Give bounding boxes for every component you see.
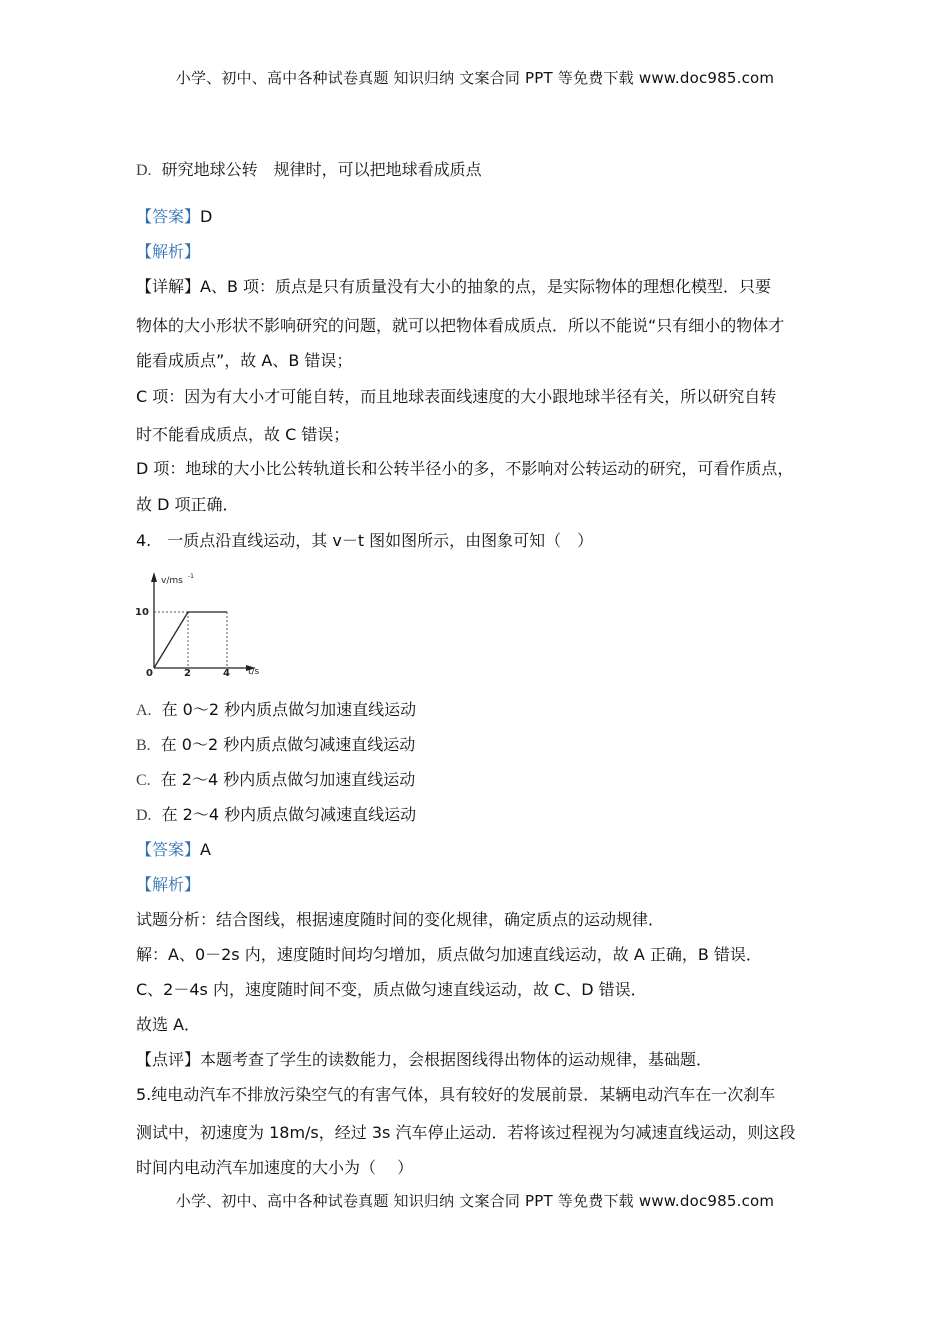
x-tick-4: 4 <box>223 668 230 678</box>
option-letter: D. <box>136 162 152 179</box>
answer-label: 【答案】 <box>136 840 201 859</box>
q3-detail-line: 时不能看成质点，故 C 错误； <box>136 425 350 444</box>
q4-option-a: A. 在 0～2 秒内质点做匀加速直线运动 <box>136 700 417 719</box>
q4-analysis-label: 【解析】 <box>136 875 201 894</box>
option-text: 研究地球公转 规律时，可以把地球看成质点 <box>161 160 482 179</box>
q3-detail-line: D 项：地球的大小比公转轨道长和公转半径小的多，不影响对公转运动的研究，可看作质点， <box>136 459 794 478</box>
comment-text: 本题考查了学生的读数能力，会根据图线得出物体的运动规律，基础题． <box>200 1050 713 1069</box>
y-axis-arrow-icon <box>151 572 157 582</box>
x-axis-label: t/s <box>248 667 260 677</box>
q5-line: 测试中，初速度为 18m/s，经过 3s 汽车停止运动．若将该过程视为匀减速直线运动，则这段 <box>136 1123 796 1142</box>
q3-detail-line: 物体的大小形状不影响研究的问题，就可以把物体看成质点．所以不能说“只有细小的物体才 <box>136 316 785 335</box>
q4-analysis-line: 试题分析：结合图线，根据速度随时间的变化规律，确定质点的运动规律． <box>136 910 665 929</box>
q4-option-b: B. 在 0～2 秒内质点做匀减速直线运动 <box>136 735 416 754</box>
y-axis-label: v/ms <box>161 576 183 586</box>
q3-detail-line: C 项：因为有大小才可能自转，而且地球表面线速度的大小跟地球半径有关，所以研究自转 <box>136 387 777 406</box>
q4-analysis-line: 故选 A． <box>136 1015 201 1034</box>
q3-option-d <box>136 157 482 180</box>
q4-option-d: D. 在 2～4 秒内质点做匀减速直线运动 <box>136 805 417 824</box>
y-tick-10: 10 <box>135 607 149 618</box>
vt-graph <box>134 568 266 678</box>
answer-value: D <box>200 207 213 226</box>
q5-line: 时间内电动汽车加速度的大小为（ ） <box>136 1158 414 1177</box>
q3-analysis-label: 【解析】 <box>136 242 201 261</box>
q4-comment <box>136 1047 712 1070</box>
q3-detail-line: 故 D 项正确． <box>136 495 239 514</box>
comment-label: 【点评】 <box>136 1050 201 1069</box>
velocity-line <box>154 612 227 668</box>
q4-stem: 4. 一质点沿直线运动，其 v－t 图如图所示，由图象可知（ ） <box>136 531 594 550</box>
svg-text:-1: -1 <box>188 573 194 580</box>
q4-option-c: C. 在 2～4 秒内质点做匀加速直线运动 <box>136 770 416 789</box>
q3-detail-line: 能看成质点”，故 A、B 错误； <box>136 351 353 370</box>
q5-line: 5.纯电动汽车不排放污染空气的有害气体，具有较好的发展前景．某辆电动汽车在一次刹车 <box>136 1085 776 1104</box>
page-footer-watermark: 小学、初中、高中各种试卷真题 知识归纳 文案合同 PPT 等免费下载 www.doc985.com <box>175 1192 775 1210</box>
answer-label: 【答案】 <box>136 207 201 226</box>
q4-analysis-line: 解：A、0－2s 内，速度随时间均匀增加，质点做匀加速直线运动，故 A 正确，B 错误． <box>136 945 762 964</box>
x-tick-2: 2 <box>184 668 191 678</box>
q4-analysis-line: C、2－4s 内，速度随时间不变，质点做匀速直线运动，故 C、D 错误． <box>136 980 647 999</box>
origin-label: 0 <box>146 668 153 678</box>
q4-answer <box>136 837 211 860</box>
q3-answer <box>136 204 212 227</box>
q3-detail-line: 【详解】A、B 项：质点是只有质量没有大小的抽象的点，是实际物体的理想化模型．只要 <box>136 277 772 296</box>
answer-value: A <box>200 840 211 859</box>
page-header-watermark: 小学、初中、高中各种试卷真题 知识归纳 文案合同 PPT 等免费下载 www.doc985.com <box>175 69 775 87</box>
